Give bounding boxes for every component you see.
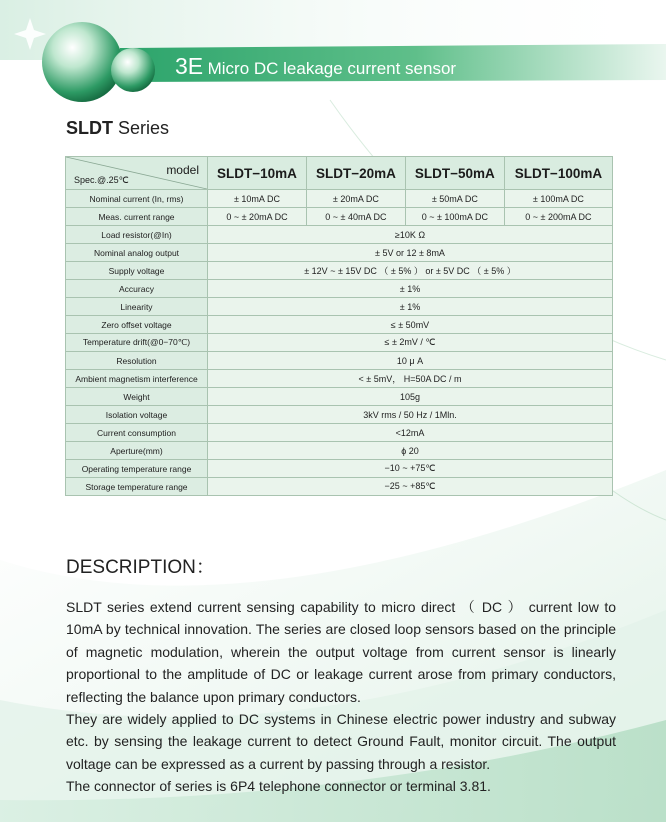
table-cell: ± 50mA DC bbox=[405, 190, 504, 208]
row-label: Load resistor(@In) bbox=[66, 226, 208, 244]
table-cell: < ± 5mV， H=50A DC / m bbox=[208, 370, 613, 388]
header-name: Micro DC leakage current sensor bbox=[207, 59, 457, 78]
model-header: SLDT−20mA bbox=[306, 157, 405, 190]
table-row bbox=[66, 406, 613, 424]
table-cell: −25 ~ +85℃ bbox=[208, 478, 613, 496]
sphere-small-icon bbox=[111, 48, 155, 92]
table-row bbox=[66, 370, 613, 388]
table-row bbox=[66, 316, 613, 334]
row-label: Linearity bbox=[66, 298, 208, 316]
table-cell: 0 ~ ± 100mA DC bbox=[405, 208, 504, 226]
table-cell: 0 ~ ± 40mA DC bbox=[306, 208, 405, 226]
table-cell: ± 1% bbox=[208, 298, 613, 316]
row-label: Storage temperature range bbox=[66, 478, 208, 496]
table-row bbox=[66, 298, 613, 316]
row-label: Meas. current range bbox=[66, 208, 208, 226]
row-label: Nominal analog output bbox=[66, 244, 208, 262]
table-cell: ≤ ± 50mV bbox=[208, 316, 613, 334]
table-cell: ≤ ± 2mV / ℃ bbox=[208, 334, 613, 352]
table-row bbox=[66, 334, 613, 352]
table-row bbox=[66, 244, 613, 262]
table-row bbox=[66, 190, 613, 208]
description-paragraph: The connector of series is 6P4 telephone connector or terminal 3.81. bbox=[66, 778, 491, 795]
model-header: SLDT−100mA bbox=[504, 157, 612, 190]
description-paragraph: They are widely applied to DC systems in Chinese electric power industry and subway etc. by sensing the leakage current to detect Ground Fault, monitor circuit. The output voltage can be expressed as a current by passing through a resistor. bbox=[66, 711, 616, 772]
corner-model-label: model bbox=[166, 163, 199, 177]
table-cell: 0 ~ ± 200mA DC bbox=[504, 208, 612, 226]
table-row bbox=[66, 442, 613, 460]
table-row bbox=[66, 460, 613, 478]
corner-spec-label: Spec.@.25℃ bbox=[74, 175, 129, 185]
table-cell: <12mA bbox=[208, 424, 613, 442]
table-cell: 0 ~ ± 20mA DC bbox=[208, 208, 307, 226]
model-header: SLDT−50mA bbox=[405, 157, 504, 190]
row-label: Current consumption bbox=[66, 424, 208, 442]
header-code: 3E bbox=[175, 53, 204, 79]
table-cell: ± 100mA DC bbox=[504, 190, 612, 208]
spec-table bbox=[65, 156, 613, 496]
row-label: Temperature drift(@0−70℃) bbox=[66, 334, 208, 352]
row-label: Isolation voltage bbox=[66, 406, 208, 424]
row-label: Weight bbox=[66, 388, 208, 406]
table-row bbox=[66, 226, 613, 244]
table-cell: ± 12V ~ ± 15V DC （ ± 5% ） or ± 5V DC （ ± 5% ） bbox=[208, 262, 613, 280]
table-row bbox=[66, 262, 613, 280]
table-cell: ϕ 20 bbox=[208, 442, 613, 460]
table-cell: ≥10K Ω bbox=[208, 226, 613, 244]
table-row bbox=[66, 208, 613, 226]
row-label: Accuracy bbox=[66, 280, 208, 298]
row-label: Nominal current (In, rms) bbox=[66, 190, 208, 208]
table-header-row bbox=[66, 157, 613, 190]
model-header: SLDT−10mA bbox=[208, 157, 307, 190]
table-row bbox=[66, 352, 613, 370]
description-body bbox=[66, 596, 616, 798]
series-rest: Series bbox=[113, 118, 170, 138]
table-row bbox=[66, 424, 613, 442]
sphere-large-icon bbox=[42, 22, 122, 102]
table-cell: ± 10mA DC bbox=[208, 190, 307, 208]
table-cell: −10 ~ +75℃ bbox=[208, 460, 613, 478]
table-cell: ± 20mA DC bbox=[306, 190, 405, 208]
table-cell: 105g bbox=[208, 388, 613, 406]
row-label: Operating temperature range bbox=[66, 460, 208, 478]
row-label: Aperture(mm) bbox=[66, 442, 208, 460]
table-cell: 10 μ A bbox=[208, 352, 613, 370]
description-title: DESCRIPTION： bbox=[66, 557, 215, 578]
table-row bbox=[66, 280, 613, 298]
table-corner-cell bbox=[66, 157, 208, 190]
description-paragraph: SLDT series extend current sensing capability to micro direct （ DC ） current low to 10mA by technical innovation. The series are closed loop sensors based on the principle of magnetic modulation, wherein the output voltage from current sensor is linearly proportional to the amplitude of DC or leakage current arose from primary conductors, reflecting the balance upon primary conductors. bbox=[66, 599, 616, 705]
header-title bbox=[175, 53, 456, 80]
series-title bbox=[66, 118, 169, 139]
table-row bbox=[66, 388, 613, 406]
row-label: Ambient magnetism interference bbox=[66, 370, 208, 388]
row-label: Zero offset voltage bbox=[66, 316, 208, 334]
table-cell: ± 5V or 12 ± 8mA bbox=[208, 244, 613, 262]
row-label: Supply voltage bbox=[66, 262, 208, 280]
series-bold: SLDT bbox=[66, 118, 113, 138]
table-cell: 3kV rms / 50 Hz / 1Mln. bbox=[208, 406, 613, 424]
table-cell: ± 1% bbox=[208, 280, 613, 298]
row-label: Resolution bbox=[66, 352, 208, 370]
table-row bbox=[66, 478, 613, 496]
